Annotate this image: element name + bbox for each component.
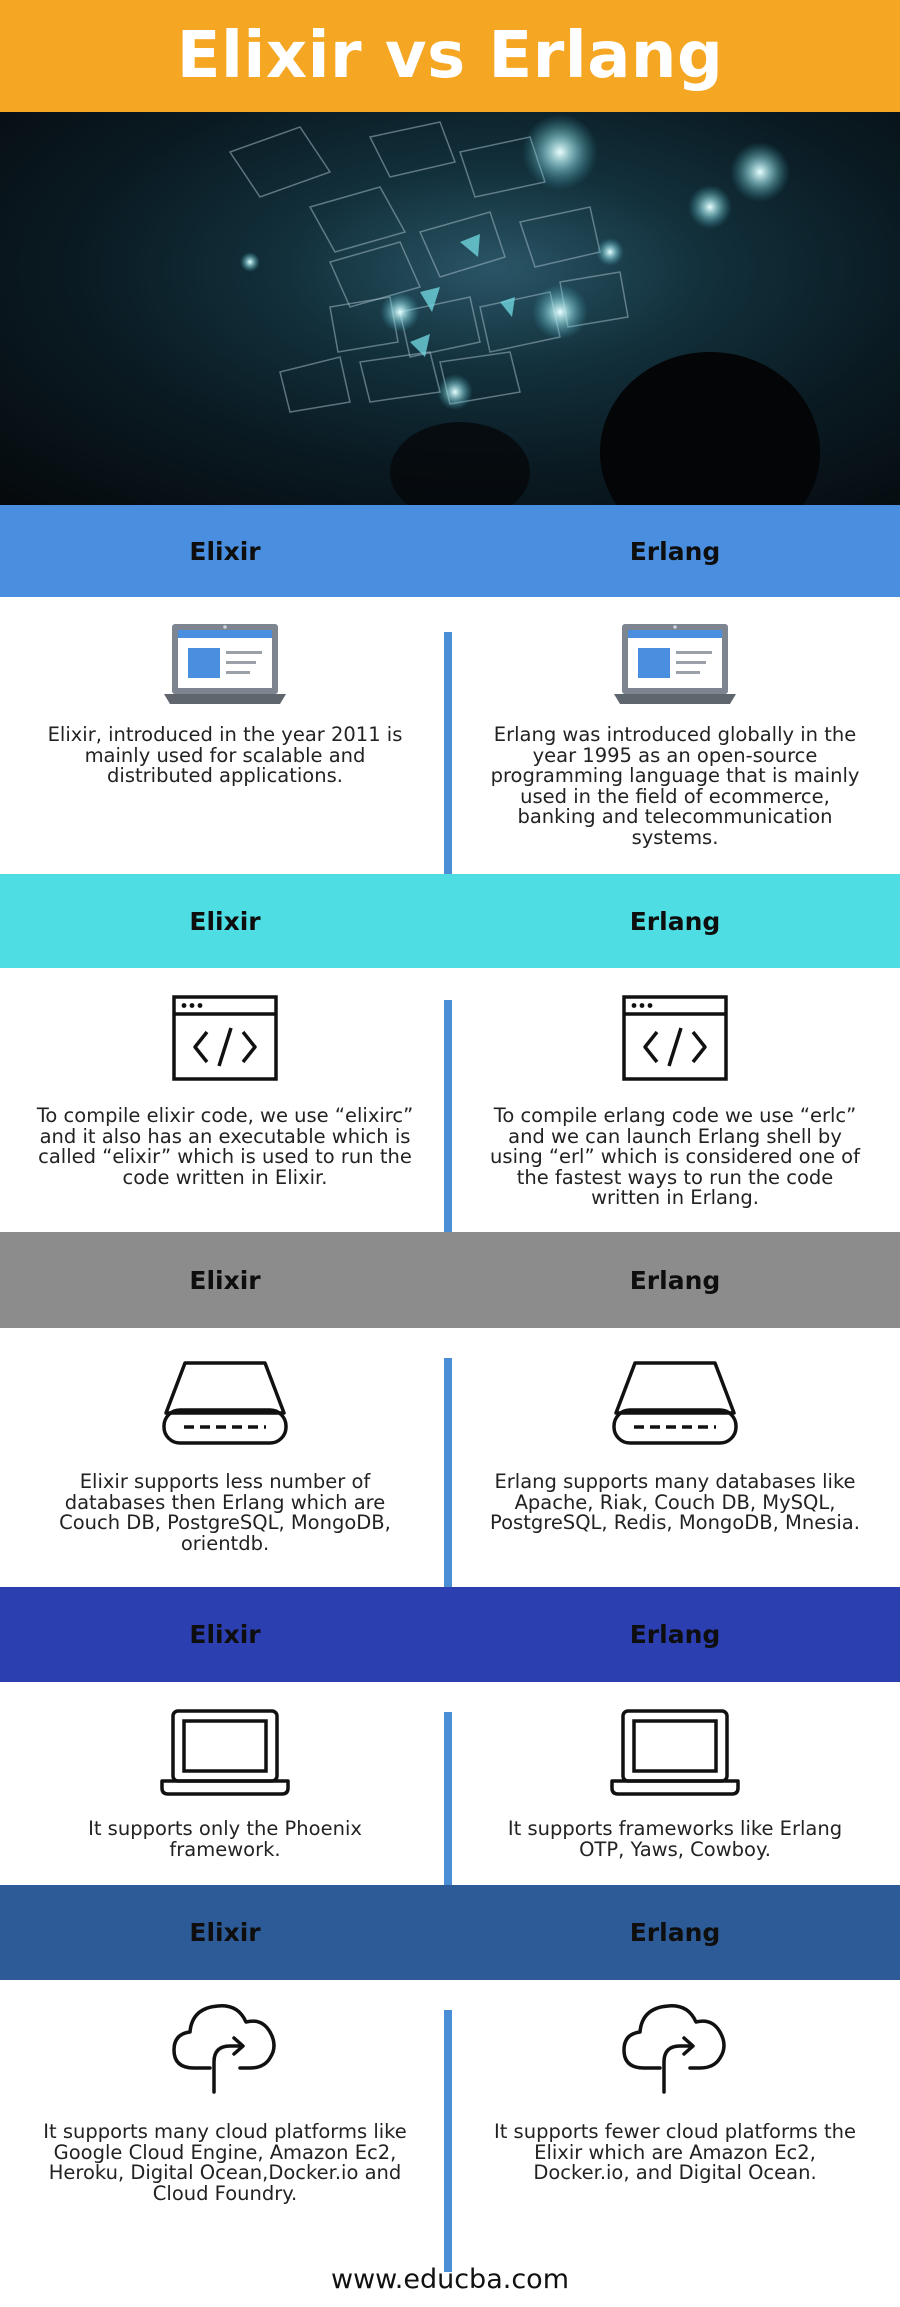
laptop-browser-icon xyxy=(612,622,738,708)
title-bar xyxy=(0,0,900,112)
abstract-geometric-light-icon xyxy=(0,112,900,505)
cloud-upload-icon xyxy=(620,2000,730,2096)
elixir-cell xyxy=(0,1682,450,1885)
elixir-cell xyxy=(0,1980,450,2252)
comparison-row xyxy=(0,1980,900,2252)
erlang-cell xyxy=(450,1682,900,1885)
header-band xyxy=(0,874,900,968)
erlang-description: It supports fewer cloud platforms the Elixir which are Amazon Ec2, Docker.io, and Digital Ocean. xyxy=(493,2120,857,2184)
column-header-erlang: Erlang xyxy=(629,906,721,936)
erlang-cell xyxy=(450,968,900,1232)
elixir-cell xyxy=(0,1328,450,1587)
laptop-browser-icon xyxy=(162,622,288,708)
column-header-elixir: Elixir xyxy=(189,1620,261,1649)
elixir-description: It supports only the Phoenix framework. xyxy=(88,1817,362,1861)
erlang-description: Erlang supports many databases like Apache, Riak, Couch DB, MySQL, PostgreSQL, Redis, MongoDB, Mnesia. xyxy=(490,1470,860,1534)
cloud-upload-icon xyxy=(170,2000,280,2096)
hard-drive-icon xyxy=(610,1358,740,1448)
column-header-erlang: Erlang xyxy=(629,1265,721,1295)
column-header-erlang: Erlang xyxy=(629,536,721,566)
column-header-erlang: Erlang xyxy=(629,1620,721,1649)
comparison-row xyxy=(0,968,900,1232)
page-title: Elixir vs Erlang xyxy=(176,19,724,93)
laptop-outline-icon xyxy=(160,1708,290,1798)
column-header-elixir: Elixir xyxy=(189,1918,261,1947)
header-band xyxy=(0,1232,900,1328)
erlang-cell xyxy=(450,1328,900,1587)
header-band xyxy=(0,505,900,597)
laptop-outline-icon xyxy=(610,1708,740,1798)
footer-url[interactable]: www.educba.com xyxy=(331,2264,569,2295)
comparison-row xyxy=(0,597,900,874)
elixir-description: To compile elixir code, we use “elixirc” and it also has an executable which is called “elixir” which is used to run the code written in Elixir. xyxy=(36,1104,414,1189)
header-band xyxy=(0,1587,900,1682)
elixir-description: It supports many cloud platforms like Google Cloud Engine, Amazon Ec2, Heroku, Digital Ocean,Docker.io and Cloud Foundry. xyxy=(43,2120,407,2205)
hard-drive-icon xyxy=(160,1358,290,1448)
code-window-icon xyxy=(621,994,729,1082)
erlang-description: To compile erlang code we use “erlc” and we can launch Erlang shell by using “erl” which is considered one of the fastest ways to run the code written in Erlang. xyxy=(490,1104,860,1209)
elixir-cell xyxy=(0,597,450,874)
column-header-elixir: Elixir xyxy=(189,536,261,566)
elixir-cell xyxy=(0,968,450,1232)
comparison-row xyxy=(0,1328,900,1587)
elixir-description: Elixir supports less number of databases then Erlang which are Couch DB, PostgreSQL, MongoDB, orientdb. xyxy=(59,1470,391,1555)
header-band xyxy=(0,1885,900,1980)
erlang-description: Erlang was introduced globally in the year 1995 as an open-source programming language that is mainly used in the field of ecommerce, banking and telecommunication systems. xyxy=(490,723,860,849)
column-header-erlang: Erlang xyxy=(629,1918,721,1947)
elixir-description: Elixir, introduced in the year 2011 is mainly used for scalable and distributed applications. xyxy=(47,723,403,787)
erlang-cell xyxy=(450,597,900,874)
code-window-icon xyxy=(171,994,279,1082)
comparison-row xyxy=(0,1682,900,1885)
erlang-description: It supports frameworks like Erlang OTP, Yaws, Cowboy. xyxy=(507,1817,843,1861)
column-header-elixir: Elixir xyxy=(189,1265,261,1295)
hero-image xyxy=(0,112,900,505)
erlang-cell xyxy=(450,1980,900,2252)
column-header-elixir: Elixir xyxy=(189,906,261,936)
